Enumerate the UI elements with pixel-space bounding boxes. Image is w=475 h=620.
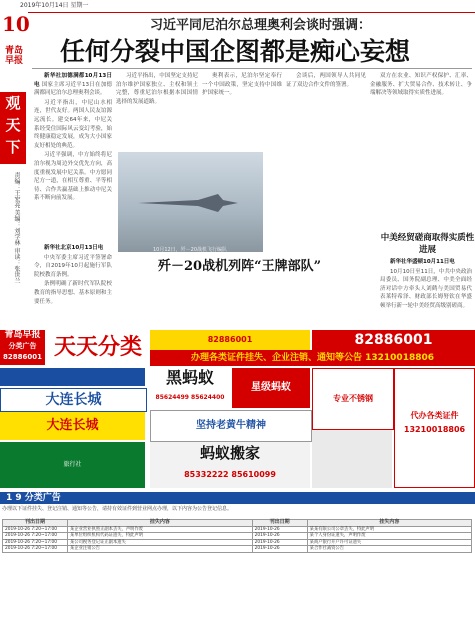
ad-right-phone: 13210018806 (403, 425, 466, 434)
header-date-2: 刊出日期 (252, 520, 307, 527)
editors: 责编：王宏亮 美编：刘学林 审读：张世兰 (13, 172, 20, 284)
section-label: 观天下 (5, 94, 21, 156)
ad4-title: 星级蚂蚁 (251, 382, 291, 393)
story2-p0: 10月10日至11日，中共中央政治局委员、国务院副总理、中美全面经济对话中方牵头人刘鹤与美国贸易代表莱特希泽、财政部长姆努钦在华盛顿举行新一轮中美经贸高级别磋商。 (380, 268, 472, 309)
ad8-phone: 85332222 85610099 (184, 470, 276, 479)
table-cell: 某公司税务登记证正副本遗失 (68, 539, 253, 546)
table-cell: 2019-10-26 (252, 546, 307, 553)
ad3 (150, 368, 230, 408)
headline-subtitle: 习近平同尼泊尔总理奥利会谈时强调： (150, 18, 372, 33)
table-cell: 2019-10-26 (252, 539, 307, 546)
fighter-jet-icon (138, 192, 238, 214)
ad5-title: 大连长城 (45, 392, 102, 408)
ad-brand-phone: 82886001 (3, 353, 42, 361)
table-row (3, 526, 472, 533)
story1-p2: 习近平强调，中方始终将尼泊尔视为周边外交优先方向，高度重视发展中尼关系。中方愿同尼方一道，在相互尊重、平等相待、合作共赢基础上推动中尼关系不断向前发展。 (34, 152, 112, 202)
headline: 任何分裂中国企图都是痴心妄想 (60, 37, 411, 66)
story3-p1: 条例明确了新时代军队院校教育的指导思想、基本原则和主要任务。 (34, 281, 112, 305)
ad3-phone: 85624499 85624400 (155, 394, 225, 401)
story3-p0: 中央军委主席习近平签署命令，自2019年10月起施行军队院校教育条例。 (34, 254, 112, 278)
story1-column3 (202, 72, 282, 152)
classifieds-title-text: 1 9 分类广告 (6, 493, 61, 503)
header-content-1: 挂失内容 (68, 520, 253, 527)
story1-p3: 习近平指出，中国坚定支持尼泊尔维护国家独立、主权和领土完整，尊重尼泊尔根据本国国情选择的发展道路。 (116, 73, 198, 105)
table-row (3, 533, 472, 540)
story2-dateline: 新华社华盛顿10月11日电 (390, 259, 455, 265)
table-cell: 2019-10-26 7:20~17:00 (3, 533, 68, 540)
story1-column4 (286, 72, 366, 222)
ad-yellow-title: 大连长城 (46, 418, 99, 433)
table-cell: 2019-10-26 (252, 526, 307, 533)
top-bar (0, 0, 475, 13)
table-cell: 某企业营业执照正副本丢失，声明作废 (68, 526, 253, 533)
brand-logo: 青岛早报 (4, 46, 23, 66)
ad2 (150, 350, 475, 366)
ad5 (0, 388, 147, 412)
story3-column (34, 244, 112, 324)
ad4 (232, 368, 310, 408)
photo-caption: 10月12日，歼－20战机飞行编队 (152, 247, 228, 253)
ad9 (312, 368, 394, 430)
ad-phone: 82886001 (354, 332, 433, 348)
ad-phone-banner (312, 330, 475, 350)
story3-dateline: 新华社北京10月13日电 (44, 245, 104, 251)
ad7 (150, 410, 312, 442)
table-cell: 某个人身份证遗失，声明作废 (307, 533, 471, 540)
ad1 (48, 330, 148, 365)
issue-date: 2019年10月14日 星期一 (20, 2, 89, 9)
classifieds-notice: 办理以下证件挂失、登记注销、通知等公告，请持有效证件到营业网点办理，以下内容为公告登记信息。 (2, 506, 233, 512)
ad-right (394, 368, 475, 488)
story1-p1: 习近平指出，中尼山水相连，世代友好。两国人民友谊源远流长。建交64年来，中尼关系经受住国际风云变幻考验，始终健康稳定发展，成为大小国家友好相处的典范。 (34, 99, 112, 149)
ad6 (0, 442, 145, 488)
classifieds-title (0, 492, 475, 504)
table-cell: 某合作社减资公告 (307, 546, 471, 553)
ad3-title: 黑蚂蚁 (165, 368, 214, 387)
ad1-phone: 82886001 (207, 335, 253, 344)
table-cell: 2019-10-26 7:20~17:00 (3, 539, 68, 546)
table-cell: 2019-10-26 7:20~17:00 (3, 546, 68, 553)
story2-title: 中美经贸磋商取得实质性进展 (380, 233, 475, 255)
ad-left-banner (0, 368, 145, 386)
news-photo (118, 152, 263, 252)
header-date-1: 刊出日期 (3, 520, 68, 527)
story1-p5: 会谈后，两国领导人共同见证了双边合作文件的签署。 (286, 73, 366, 88)
table-cell: 2019-10-26 7:20~17:00 (3, 526, 68, 533)
story1-p0: 国家主席习近平13日在加德满都同尼泊尔总理奥利会谈。 (34, 81, 112, 97)
section-title (0, 92, 26, 164)
ad-brand-sub: 分类广告 (8, 342, 37, 350)
table-cell: 2019-10-26 (252, 533, 307, 540)
header-content-2: 挂失内容 (307, 520, 471, 527)
ad9-title: 专业不锈钢 (333, 394, 373, 403)
table-row (3, 546, 472, 553)
table-header (3, 520, 472, 527)
ad2-phone: 13210018806 (365, 353, 435, 363)
ad8 (150, 442, 310, 488)
story2-body (380, 258, 472, 326)
story1-p4: 奥利表示，尼泊尔坚定奉行一个中国政策，坚定支持中国维护国家统一。 (202, 73, 282, 97)
ad-right-title: 代办各类证件 (410, 411, 459, 420)
page-number: 10 (2, 12, 30, 36)
table-row (3, 539, 472, 546)
story1-column2 (116, 72, 198, 152)
divider (32, 68, 472, 69)
story2-lead (370, 72, 472, 232)
ad-brand (0, 330, 45, 365)
story1-dateline: 新华社加德满都10月13日电 (34, 73, 112, 88)
ad6-title: 旅行社 (63, 461, 82, 468)
ad1-title: 天天分类 (53, 335, 142, 360)
photo-title: 歼－20战机列阵“王牌部队” (158, 259, 322, 274)
ad-misc (312, 430, 392, 488)
ad2-title: 办理各类证件挂失、企业注销、通知等公告 (190, 353, 362, 363)
classifieds-table (2, 519, 472, 553)
table-cell: 某企业注销公告 (68, 546, 253, 553)
left-column (0, 12, 28, 327)
ad-slogan (150, 330, 310, 350)
table-cell: 某单位组织机构代码证遗失，特此声明 (68, 533, 253, 540)
ad-yellow (0, 412, 145, 440)
table-cell: 某商户银行开户许可证遗失 (307, 539, 471, 546)
table-cell: 某某有限公司公章丢失，特此声明 (307, 526, 471, 533)
ad-section (0, 330, 475, 490)
ad7-title: 坚持老黄牛精神 (196, 420, 266, 431)
story2-p1: 双方在农业、知识产权保护、汇率、金融服务、扩大贸易合作、技术转让、争端解决等领域取得实质性进展。 (370, 73, 472, 97)
ad8-title: 蚂蚁搬家 (199, 444, 260, 462)
story1-column1 (34, 72, 112, 240)
ad-brand-title: 青岛早报 (4, 330, 41, 340)
